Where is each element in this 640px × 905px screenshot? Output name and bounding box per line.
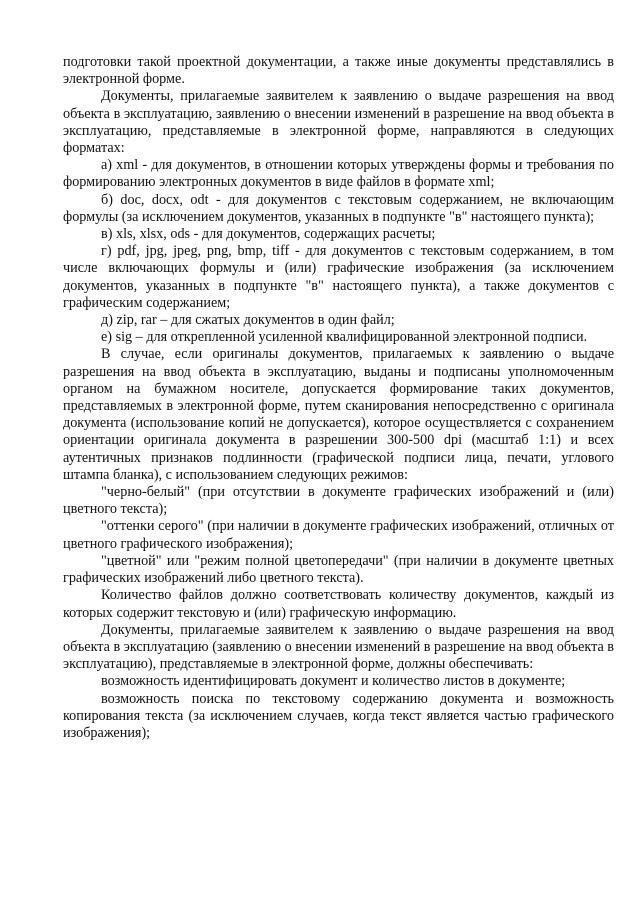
mode-grayscale: "оттенки серого" (при наличии в документе графических изображений, отличных от цветного графического изображения); bbox=[63, 518, 614, 552]
paragraph-scanning: В случае, если оригиналы документов, прилагаемых к заявлению о выдаче разрешения на ввод объекта в эксплуатацию, выданы и подписаны уполномоченным органом на бумажном носителе, допускается формирование таких документов, представляемых в электронной форме, путем сканирования непосредственно с оригинала документа (использование копий не допускается), которое осуществляется с сохранением ориентации оригинала документа в разрешении 300-500 dpi (масштаб 1:1) и всех аутентичных признаков подлинности (графической подписи лица, печати, углового штампа бланка), с использованием следующих режимов: bbox=[63, 346, 614, 483]
paragraph-formats-intro: Документы, прилагаемые заявителем к заявлению о выдаче разрешения на ввод объекта в эксплуатацию, заявлению о внесении изменений в разрешение на ввод объекта в эксплуатацию, представляемые в электронной форме, направляются в следующих форматах: bbox=[63, 88, 614, 157]
list-item-pdf: г) pdf, jpg, jpeg, png, bmp, tiff - для документов с текстовым содержанием, в том числе включающих формулы и (или) графические изображения (за исключением документов, указанных в подпункте "в" настоящего пункта), а также документов с графическим содержанием; bbox=[63, 243, 614, 311]
paragraph-requirements-intro: Документы, прилагаемые заявителем к заявлению о выдаче разрешения на ввод объекта в эксплуатацию (заявлению о внесении изменений в разрешение на ввод объекта в эксплуатацию), представляемые в электронной форме, должны обеспечивать: bbox=[63, 621, 615, 673]
requirement-identify: возможность идентифицировать документ и количество листов в документе; bbox=[101, 673, 566, 690]
list-item-xml: а) xml - для документов, в отношении которых утверждены формы и требования по формированию электронных документов в виде файлов в формате xml; bbox=[63, 157, 614, 191]
mode-color: "цветной" или "режим полной цветопередачи" (при наличии в документе цветных графических изображений либо цветного текста). bbox=[63, 552, 614, 587]
paragraph-continuation: подготовки такой проектной документации, а также иные документы представлялись в электронной форме. bbox=[63, 54, 614, 88]
list-item-sig: е) sig – для открепленной усиленной квалифицированной электронной подписи. bbox=[101, 329, 588, 346]
requirement-search-copy: возможность поиска по текстовому содержанию документа и возможность копирования текста (за исключением случаев, когда текст является частью графического изображения); bbox=[63, 690, 614, 741]
list-item-xls: в) xls, xlsx, ods - для документов, содержащих расчеты; bbox=[101, 226, 436, 243]
list-item-zip: д) zip, rar – для сжатых документов в один файл; bbox=[101, 312, 395, 329]
list-item-doc: б) doc, docx, odt - для документов с текстовым содержанием, не включающим формулы (за исключением документов, указанных в подпункте "в" настоящего пункта); bbox=[63, 191, 614, 225]
paragraph-file-count: Количество файлов должно соответствовать количеству документов, каждый из которых содержит текстовую и (или) графическую информацию. bbox=[63, 587, 614, 621]
document-page bbox=[63, 54, 614, 742]
mode-black-white: "черно-белый" (при отсутствии в документе графических изображений и (или) цветного текста); bbox=[63, 484, 614, 518]
